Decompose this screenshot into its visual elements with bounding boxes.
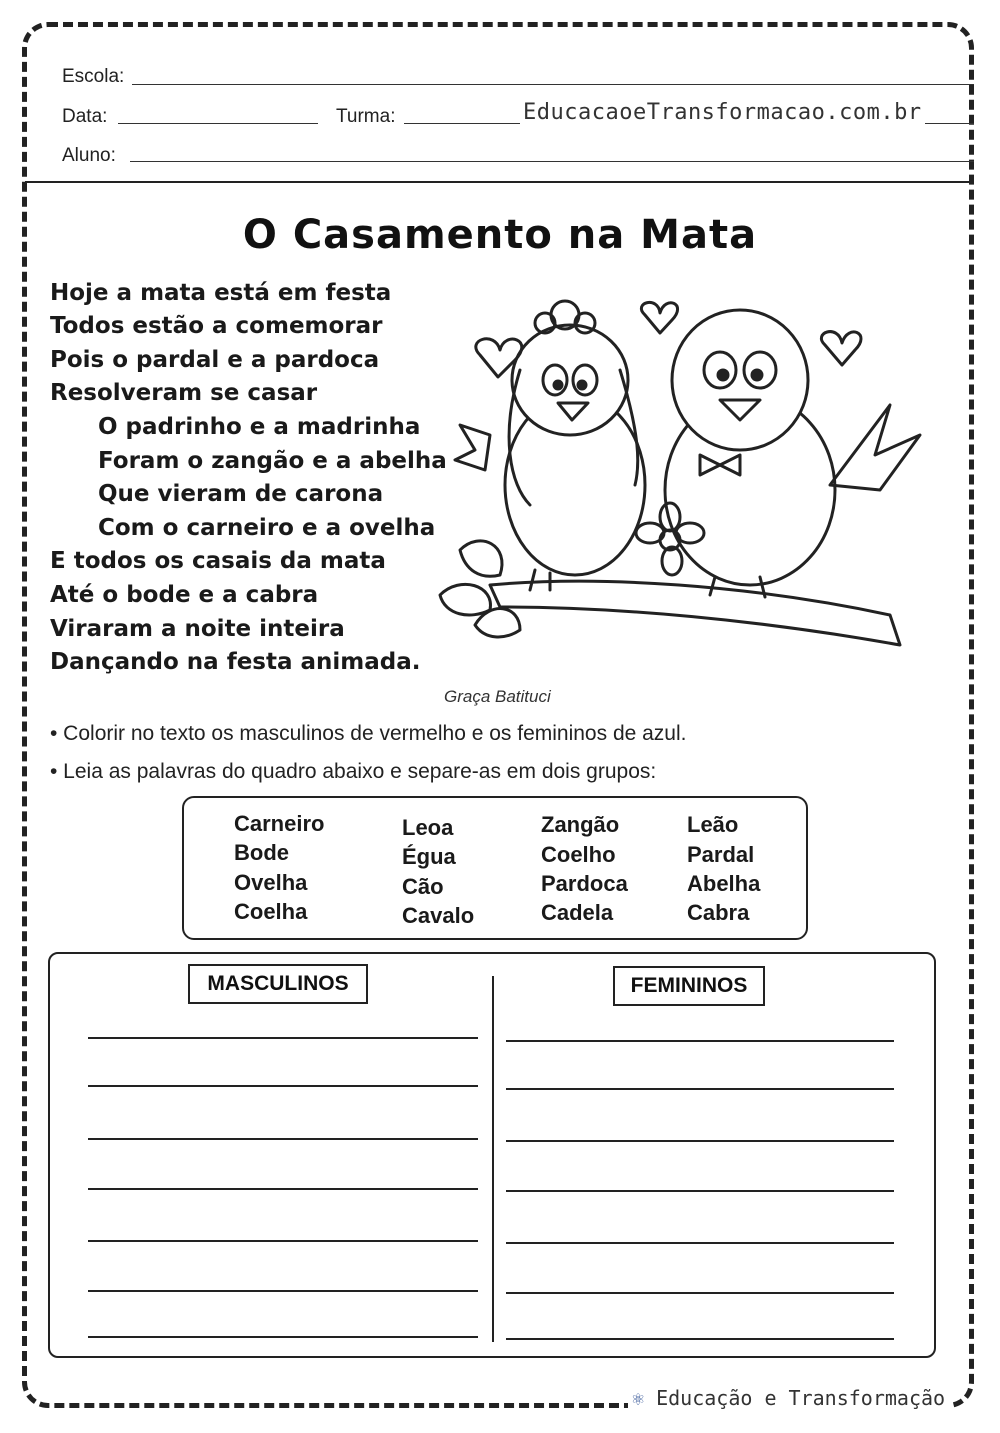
word-item: Cavalo [402,903,475,928]
poem-line: Com o carneiro e a ovelha [98,515,436,541]
word-item: Leão [687,812,739,837]
word-item: Carneiro [234,811,325,836]
escola-label: Escola: [62,66,125,87]
word-item: Zangão [541,812,620,837]
instruction-2: • Leia as palavras do quadro abaixo e separe-as em dois grupos: [50,760,657,783]
word-item: Pardoca [541,871,628,896]
masculinos-answer-line[interactable] [88,1336,478,1338]
femininos-title: FEMININOS [613,966,765,1006]
masculinos-title: MASCULINOS [188,964,368,1004]
masculinos-answer-line[interactable] [88,1240,478,1242]
word-item: Cão [402,874,444,899]
poem-author: Graça Batituci [444,687,551,706]
website-watermark: EducacaoeTransformacao.com.br [520,100,925,125]
word-item: Bode [234,840,289,865]
poem-line: Pois o pardal e a pardoca [50,347,380,373]
atom-icon: ⚛ [632,1386,657,1410]
femininos-answer-line[interactable] [506,1040,894,1042]
masculinos-answer-line[interactable] [88,1138,478,1140]
word-item: Cabra [687,900,750,925]
femininos-answer-line[interactable] [506,1140,894,1142]
word-item: Ovelha [234,870,308,895]
poem-line: Resolveram se casar [50,380,318,406]
femininos-answer-line[interactable] [506,1242,894,1244]
header-separator [25,181,973,183]
masculinos-answer-line[interactable] [88,1188,478,1190]
masculinos-answer-line[interactable] [88,1085,478,1087]
femininos-answer-line[interactable] [506,1292,894,1294]
femininos-answer-line[interactable] [506,1338,894,1340]
turma-label: Turma: [336,106,396,127]
poem-line: Todos estão a comemorar [50,313,383,339]
word-item: Leoa [402,815,454,840]
poem-line: Até o bode e a cabra [50,582,319,608]
aluno-field[interactable] [130,161,974,162]
poem-line: Hoje a mata está em festa [50,280,392,306]
footer-logo-text: Educação e Transformação [656,1386,946,1410]
instruction-1: • Colorir no texto os masculinos de vermelho e os femininos de azul. [50,722,687,745]
word-item: Pardal [687,842,755,867]
femininos-answer-line[interactable] [506,1190,894,1192]
footer-logo [628,1386,949,1410]
page-title: O Casamento na Mata [242,212,758,258]
escola-field[interactable] [132,84,974,85]
poem-line: O padrinho e a madrinha [98,414,421,440]
word-item: Égua [402,844,456,869]
word-item: Abelha [687,871,761,896]
masculinos-answer-line[interactable] [88,1037,478,1039]
poem-line: Foram o zangão e a abelha [98,448,447,474]
poem-line: Viraram a noite inteira [50,616,345,642]
poem-line: Que vieram de carona [98,481,384,507]
aluno-label: Aluno: [62,145,116,166]
word-item: Cadela [541,900,614,925]
masculinos-answer-line[interactable] [88,1290,478,1292]
word-item: Coelho [541,842,616,867]
two-birds-wedding-illustration [420,285,940,675]
data-field[interactable] [118,123,318,124]
femininos-answer-line[interactable] [506,1088,894,1090]
word-item: Coelha [234,899,308,924]
poem-line: Dançando na festa animada. [50,649,421,675]
column-divider [492,976,494,1342]
poem-line: E todos os casais da mata [50,548,386,574]
data-label: Data: [62,106,108,127]
